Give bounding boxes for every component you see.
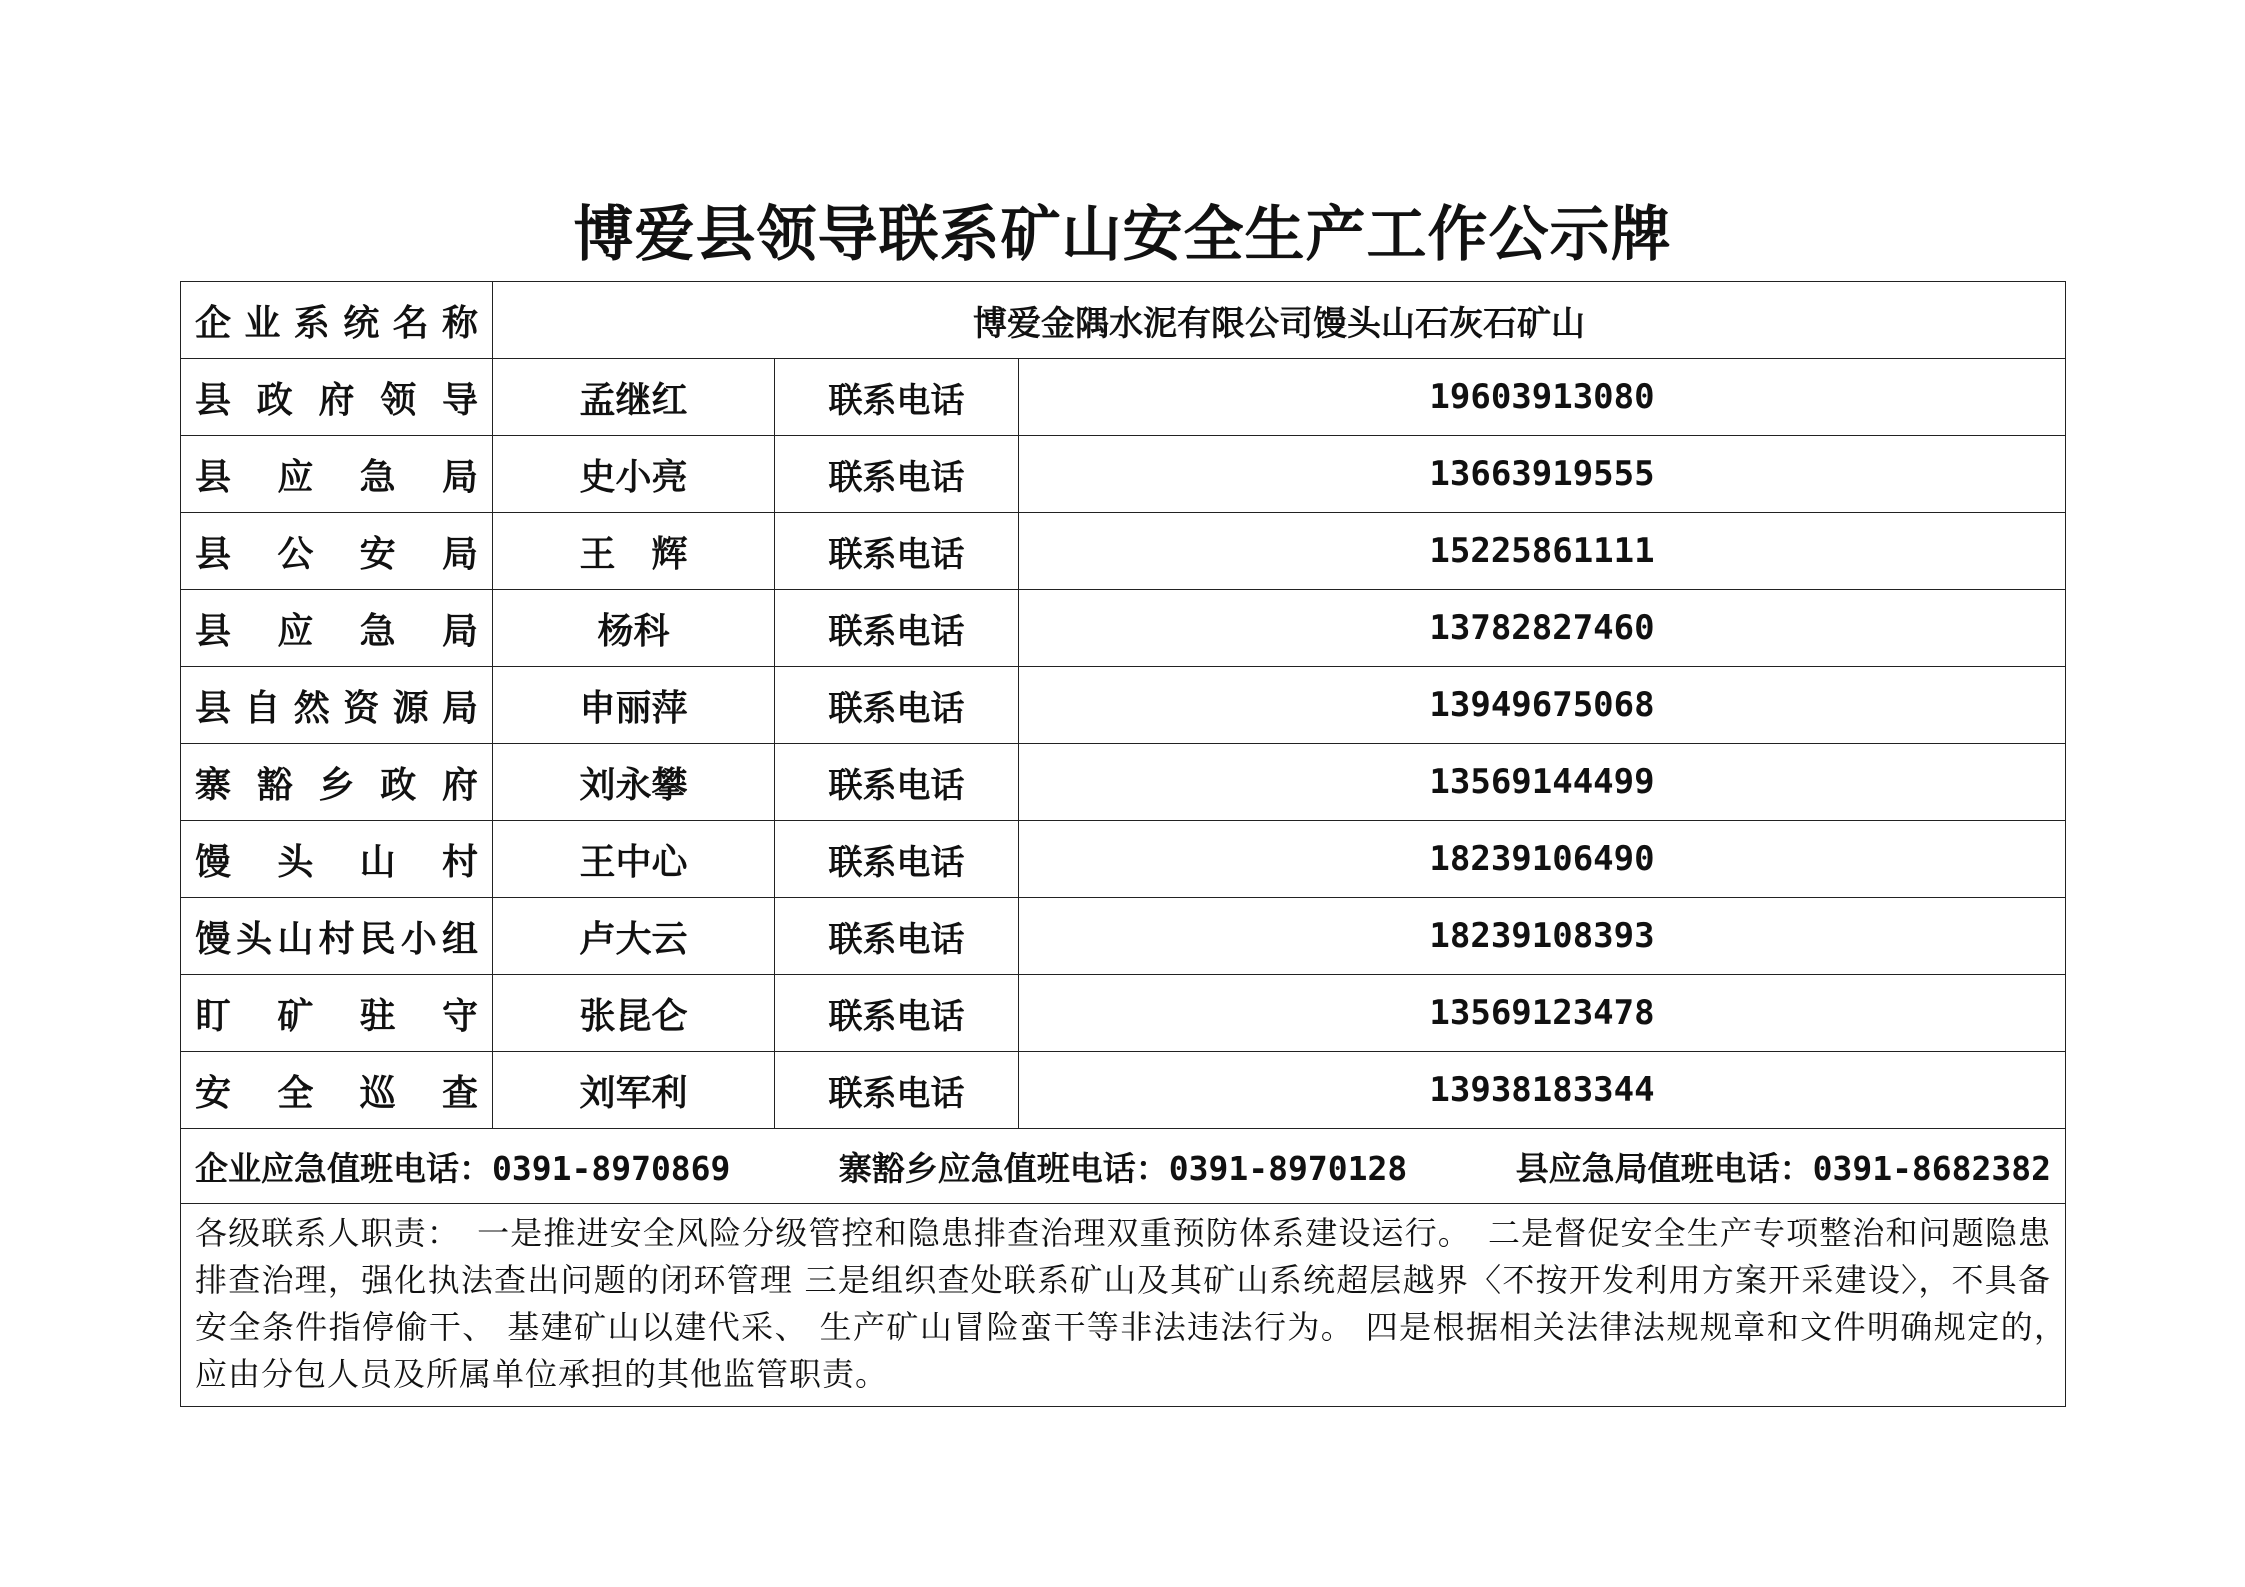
phone-label: 联系电话 (775, 975, 1019, 1052)
contact-row (181, 821, 2066, 898)
enterprise-label: 企业系统名称 (181, 282, 493, 359)
enterprise-name: 博爱金隅水泥有限公司馒头山石灰石矿山 (493, 282, 2066, 359)
phone-number: 13949675068 (1019, 667, 2066, 744)
phone-number: 18239108393 (1019, 898, 2066, 975)
duty-phones-line (181, 1143, 2065, 1190)
unit-name: 县公安局 (181, 513, 493, 590)
enterprise-row (181, 282, 2066, 359)
contact-person: 刘军利 (493, 1052, 775, 1129)
duty-phone-item (1516, 1143, 2051, 1190)
contact-board-table (180, 281, 2085, 1407)
responsibilities-text: 各级联系人职责： 一是推进安全风险分级管控和隐患排查治理双重预防体系建设运行。 二是督促安全生产专项整治和问题隐患排查治理，强化执法查出问题的闭环管理 三是组织查处联系矿山及其矿山系统超层越界〈不按开发利用方案开采建设〉，不具备安全条件指停偷干、 基建矿山以建代采、 生产矿山冒险蛮干等非法违法行为。 四是根据相关法律法规规章和文件明确规定的， 应由分包人员及所属单位承担的其他监管职责。 (195, 1214, 2085, 1393)
phone-number: 13663919555 (1019, 436, 2066, 513)
contact-row (181, 1052, 2066, 1129)
contact-person: 卢大云 (493, 898, 775, 975)
contact-person: 杨科 (493, 590, 775, 667)
contact-person: 张昆仑 (493, 975, 775, 1052)
contact-person: 刘永攀 (493, 744, 775, 821)
phone-number: 19603913080 (1019, 359, 2066, 436)
phone-label: 联系电话 (775, 898, 1019, 975)
contact-row (181, 898, 2066, 975)
phone-number: 13938183344 (1019, 1052, 2066, 1129)
duty-phone-number: 0391-8682382 (1812, 1148, 2052, 1188)
unit-name: 县应急局 (181, 436, 493, 513)
phone-label: 联系电话 (775, 436, 1019, 513)
phone-number: 13569123478 (1019, 975, 2066, 1052)
unit-name: 寨豁乡政府 (181, 744, 493, 821)
contact-person: 史小亮 (493, 436, 775, 513)
phone-label: 联系电话 (775, 821, 1019, 898)
unit-name: 盯矿驻守 (181, 975, 493, 1052)
duty-phone-label: 县应急局值班电话： (1515, 1148, 1813, 1188)
phone-number: 18239106490 (1019, 821, 2066, 898)
responsibilities-cell (181, 1204, 2085, 1407)
contact-row (181, 590, 2066, 667)
duty-phones-row (181, 1129, 2066, 1204)
contact-row (181, 975, 2066, 1052)
phone-number: 13782827460 (1019, 590, 2066, 667)
phone-label: 联系电话 (775, 744, 1019, 821)
contact-person: 王中心 (493, 821, 775, 898)
unit-name: 安全巡查 (181, 1052, 493, 1129)
unit-name: 县自然资源局 (181, 667, 493, 744)
contact-row (181, 744, 2066, 821)
contact-board-body (181, 282, 2085, 1407)
duty-phones-cell (181, 1129, 2066, 1204)
contact-row (181, 513, 2066, 590)
phone-label: 联系电话 (775, 590, 1019, 667)
contact-row (181, 359, 2066, 436)
contact-row (181, 436, 2066, 513)
duty-phone-item (195, 1143, 730, 1190)
contact-person: 王 辉 (493, 513, 775, 590)
duty-phone-number: 0391-8970869 (492, 1148, 731, 1188)
unit-name: 县应急局 (181, 590, 493, 667)
phone-number: 13569144499 (1019, 744, 2066, 821)
unit-name: 馒头山村民小组 (181, 898, 493, 975)
phone-label: 联系电话 (775, 667, 1019, 744)
contact-person: 孟继红 (493, 359, 775, 436)
phone-label: 联系电话 (775, 1052, 1019, 1129)
unit-name: 县政府领导 (181, 359, 493, 436)
page-title: 博爱县领导联系矿山安全生产工作公示牌 (573, 200, 1672, 270)
phone-label: 联系电话 (775, 513, 1019, 590)
contact-row (181, 667, 2066, 744)
responsibilities-row (181, 1204, 2066, 1407)
duty-phone-label: 寨豁乡应急值班电话： (838, 1148, 1169, 1188)
duty-phone-label: 企业应急值班电话： (195, 1148, 492, 1188)
duty-phone-number: 0391-8970128 (1168, 1148, 1408, 1188)
phone-label: 联系电话 (775, 359, 1019, 436)
phone-number: 15225861111 (1019, 513, 2066, 590)
unit-name: 馒头山村 (181, 821, 493, 898)
duty-phone-item (839, 1143, 1407, 1190)
contact-person: 申丽萍 (493, 667, 775, 744)
